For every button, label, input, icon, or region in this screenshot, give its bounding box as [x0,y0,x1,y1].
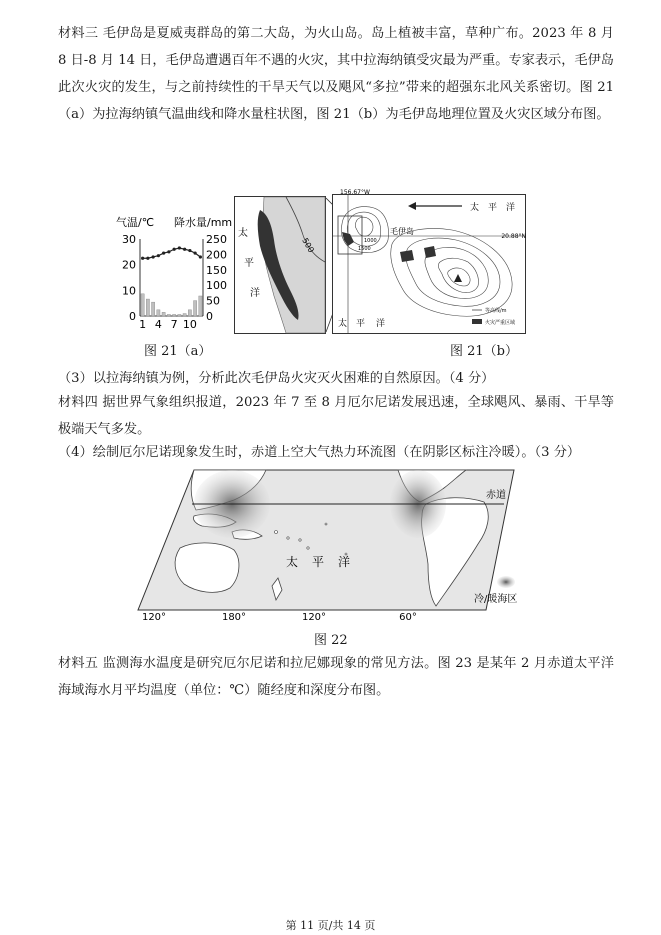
legend-fire-label: 火灾严重区域 [485,320,516,326]
longitude-label: 60° [399,612,417,623]
figure21a [110,212,235,332]
material3-paragraph: 材料三 毛伊岛是夏威夷群岛的第二大岛，为火山岛。岛上植被丰富，草种广布。2023 年 8 月 8 日-8 月 14 日，毛伊岛遭遇百年不遇的火灾，其中拉海纳镇受灾最为严重。专家表示，毛伊岛此次火灾的发生，与之前持续性的干旱天气以及飓风“多拉”带来的超强东北风关系密切。图 21（a）为拉海纳镇气温曲线和降水量柱状图，图 21（b）为毛伊岛地理位置及火灾区域分布图。 [58,26,614,122]
material5-paragraph: 材料五 监测海水温度是研究厄尔尼诺和拉尼娜现象的常见方法。图 23 是某年 2 月赤道太平洋海域海水月平均温度（单位：℃）随经度和深度分布图。 [58,656,614,698]
figure21b-inset [234,196,326,334]
precip-axis-label: 降水量/mm [174,216,233,229]
equator-label: 赤道 [486,490,506,501]
precip-bar [173,314,176,316]
temp-point [199,255,202,258]
temp-tick-label: 0 [129,310,136,323]
contour-label: 500 [300,236,316,255]
longitude-label: 156.67°W [340,189,370,196]
map-label-yang: 洋 [506,203,516,213]
longitude-label: 120° [301,612,327,623]
island-name: 毛伊岛 [390,227,414,236]
precip-bar [146,299,149,316]
precip-bar [188,310,191,316]
temp-ticks [122,233,136,323]
ocean-label-tai: 太 [286,555,299,569]
temp-point [146,257,149,260]
precip-tick-label: 0 [206,310,213,323]
temp-tick-label: 20 [122,258,136,272]
temp-point [173,248,176,251]
legend-shade-symbol [497,576,515,588]
maui-map [332,186,526,334]
precip-bar [199,296,202,316]
temp-point [167,250,170,253]
ocean-label-yang: 洋 [338,555,351,569]
question4: （4）绘制厄尔尼诺现象发生时，赤道上空大气热力环流图（在阴影区标注冷暖）。（3 分） [58,445,581,460]
temp-axis-label: 气温/℃ [116,216,155,229]
longitude-label: 120° [141,612,167,623]
temp-point [157,254,160,257]
map-label-ping2: 平 [356,319,366,329]
temp-point [183,248,186,251]
month-tick-label: 7 [170,318,178,331]
legend-fire-symbol [472,319,482,324]
month-tick-label: 1 [139,318,147,331]
precip-bar [141,294,144,316]
precip-tick-label: 50 [206,294,220,308]
material4-paragraph: 材料四 据世界气象组织报道，2023 年 7 至 8 月厄尔尼诺发展迅速，全球飓风、暴雨、干旱等极端天气多发。 [58,395,614,437]
elevation-1: 1000 [364,238,377,244]
precip-tick-label: 200 [206,248,227,262]
legend-label: 冷/暖海区 [474,594,518,605]
precip-tick-label: 150 [206,263,227,277]
temp-tick-label: 30 [122,233,136,246]
ocean-label-ping: 平 [312,555,325,569]
fire-area-central [400,250,414,262]
longitude-label: 180° [221,612,247,623]
temp-point [188,249,191,252]
temp-point [162,252,165,255]
temp-point [152,255,155,258]
precip-bar [167,314,170,316]
map-label-tai2: 太 [338,319,348,329]
page-footer: 第 11 页/共 14 页 [285,919,376,932]
month-tick-label: 10 [182,318,197,331]
figure22-caption: 图 22 [314,633,348,648]
precip-bar [162,312,165,316]
temp-point [178,246,181,249]
map-label-ping: 平 [488,203,498,213]
inset-label-yang: 洋 [250,288,260,299]
temp-point [141,257,144,260]
month-ticks [139,318,197,331]
fire-area-upcountry [424,246,436,258]
precip-bar [194,301,197,316]
inset-label-ping: 平 [244,258,254,269]
inset-label-tai: 太 [238,228,248,239]
temp-tick-label: 10 [122,284,136,298]
map-label-tai: 太 [470,203,480,213]
question3: （3）以拉海纳镇为例，分析此次毛伊岛火灾灭火困难的自然原因。（4 分） [58,371,495,386]
precip-tick-label: 250 [206,233,227,246]
figure21a-caption: 图 21（a） [144,344,212,359]
precip-bar [157,310,160,316]
month-tick-label: 4 [154,318,162,331]
legend-contour-label: 等高线/m [485,308,507,314]
inset-map [234,196,326,334]
climate-chart [110,212,235,332]
figure21b-caption: 图 21（b） [450,344,518,359]
temperature-line [143,248,201,258]
precip-bar [183,314,186,316]
precip-bar [152,302,155,316]
pacific-map [136,468,536,624]
figure21b-main [332,186,526,334]
temp-point [194,252,197,255]
precip-tick-label: 100 [206,279,227,293]
figure22 [136,468,536,624]
latitude-label: 20.88°N [501,233,526,240]
precip-bar [178,314,181,316]
elevation-2: 1500 [358,246,371,252]
precip-ticks [206,233,227,323]
map-label-yang2: 洋 [376,319,386,329]
